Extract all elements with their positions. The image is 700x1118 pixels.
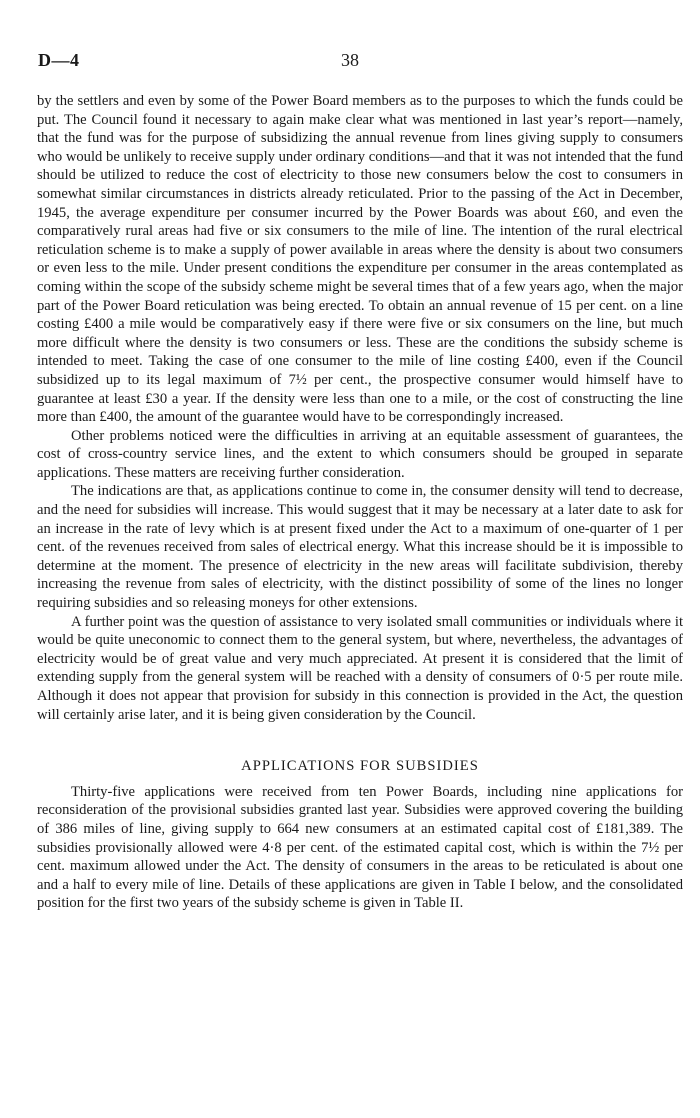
- page-number: 38: [341, 50, 359, 70]
- paragraph-continuation: by the settlers and even by some of the Power Board members as to the purposes to which the funds could be put. The Council found it necessary to again make clear what was mentioned in last year’s report—namely, that the fund was for the purpose of subsidizing the annual revenue from lines giving supply to consumers who would be unlikely to receive supply under ordinary conditions—and that it was not intended that the fund should be utilized to reduce the cost of electricity to those new consumers below the cost to consumers in somewhat similar circumstances in districts already reticulated. Prior to the passing of the Act in December, 1945, the average expenditure per consumer incurred by the Power Boards was about £60, and even the comparatively rural areas had five or six consumers to the mile of line. The intention of the rural electrical reticulation scheme is to make a supply of power available in areas where the density is about two consumers or even less to the mile. Under present conditions the expenditure per consumer in the areas contemplated as coming within the scope of the subsidy scheme might be several times that of a few years ago, when the major part of the Power Board reticulation was being erected. To obtain an annual revenue of 15 per cent. on a line costing £400 a mile would be comparatively easy if there were five or six consumers on the line, but much more difficult where the density is two consumers or less. These are the conditions the subsidy scheme is intended to meet. Taking the case of one consumer to the mile of line costing £400, even if the Council subsidized up to its legal maximum of 7½ per cent., the prospective consumer would himself have to guarantee at least £30 a year. If the density were less than one to a mile, or the cost of constructing the line more than £400, the amount of the guarantee would have to be correspondingly increased.: [37, 93, 683, 426]
- paragraph-isolated-communities: A further point was the question of assistance to very isolated small communities or individuals where it would be quite uneconomic to connect them to the general system, but where, nevertheless, the advantages of electricity would be of great value and very much appreciated. At present it is considered that the limit of extending supply from the general system will be reached with a density of consumers of 0·5 per route mile. Although it does not appear that provision for subsidy in this connection is provided in the Act, the question will certainly arise later, and it is being given consideration by the Council.: [37, 613, 683, 723]
- paragraph-indications: The indications are that, as applications continue to come in, the consumer density will tend to decrease, and the need for subsidies will increase. This would suggest that it may be necessary at a later date to ask for an increase in the rate of levy which is at present fixed under the Act to a maximum of one-quarter of 1 per cent. of the revenues received from sales of electrical energy. What this increase should be it is impossible to determine at the moment. The presence of electricity in the new areas will facilitate subdivision, thereby increasing the revenue from sales of electricity, with the distinct possibility of some of the lines no longer requiring subsidies and so releasing moneys for other extensions.: [37, 483, 683, 612]
- document-code: D—4: [38, 50, 80, 70]
- paragraph-problems: Other problems noticed were the difficulties in arriving at an equitable assessment of guarantees, the cost of cross-country service lines, and the extent to which consumers should be grouped in separate applications. These matters are receiving further consideration.: [37, 427, 683, 481]
- body-text: [37, 92, 683, 913]
- section-heading: APPLICATIONS FOR SUBSIDIES: [241, 758, 479, 775]
- paragraph-applications: Thirty-five applications were received from ten Power Boards, including nine applications for reconsideration of the provisional subsidies granted last year. Subsidies were approved covering the building of 386 miles of line, giving supply to 664 new consumers at an estimated capital cost of £181,389. The subsidies provisionally allowed were 4·8 per cent. of the estimated capital cost, which is within the 7½ per cent. maximum allowed under the Act. The density of consumers in the areas to be reticulated is about one and a half to every mile of line. Details of these applications are given in Table I below, and the consolidated position for the first two years of the subsidy scheme is given in Table II.: [37, 783, 683, 912]
- page-header: [28, 50, 672, 76]
